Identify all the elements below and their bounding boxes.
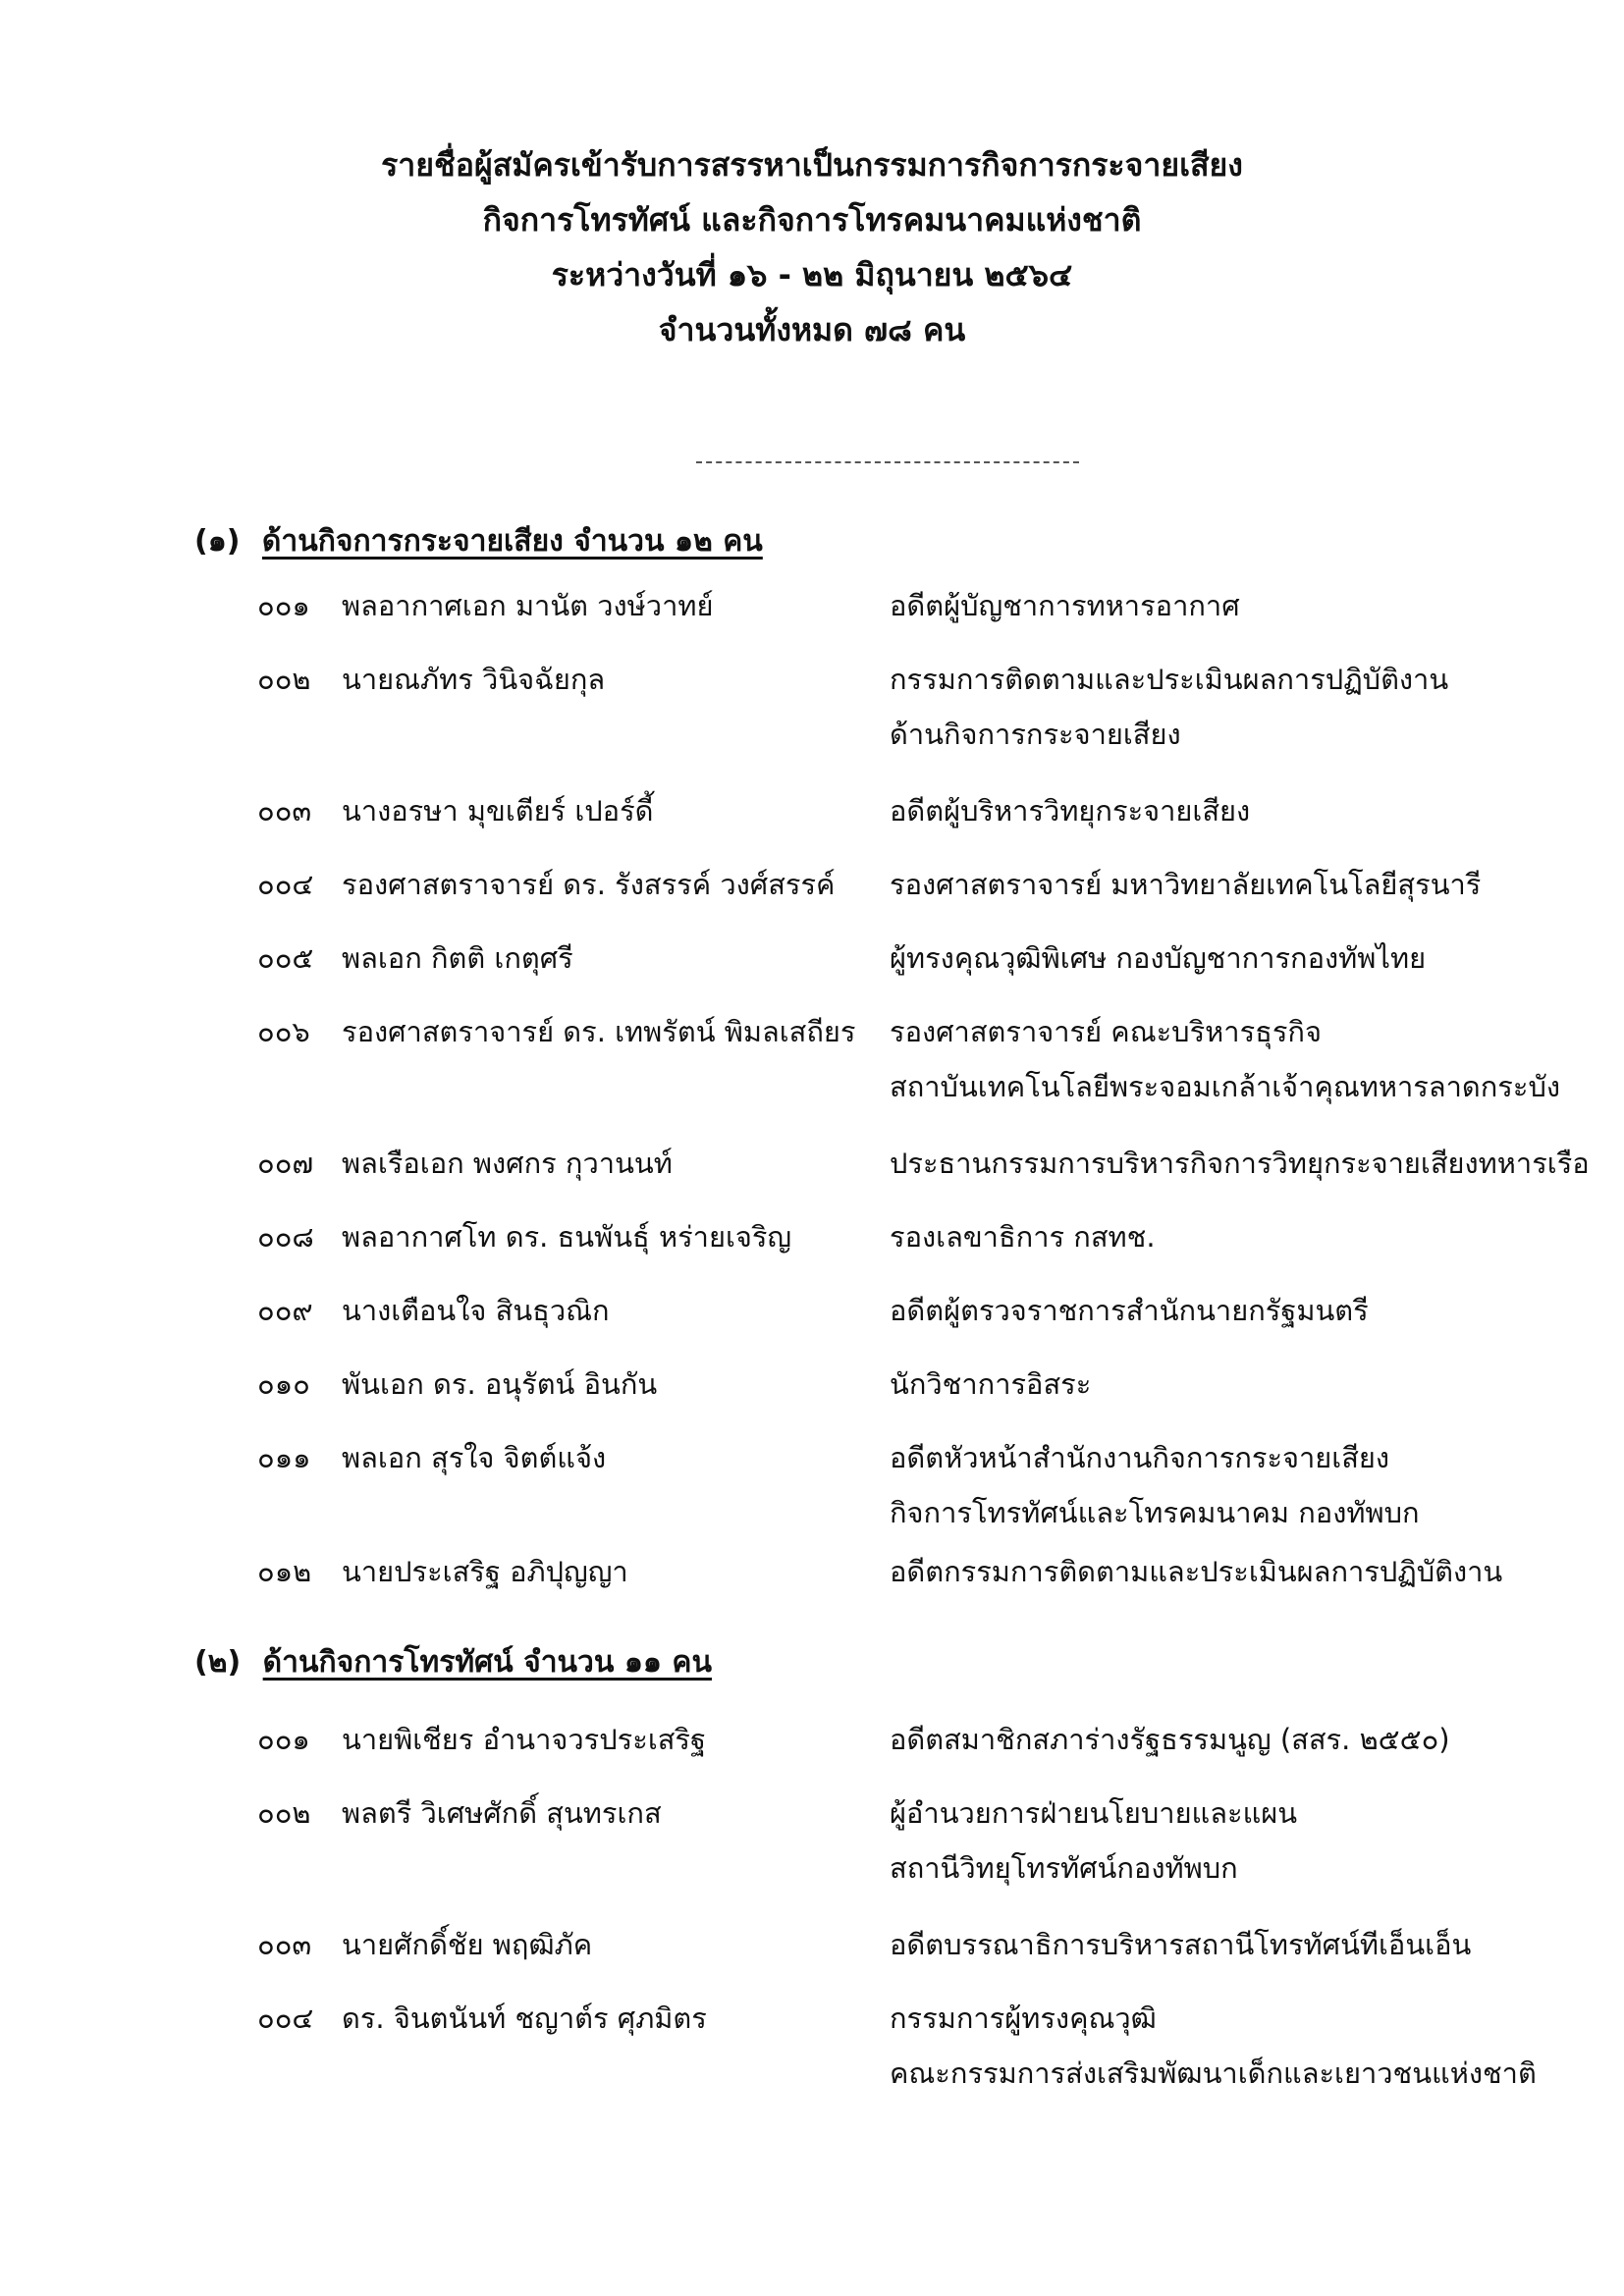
entry-number: ๐๐๘ bbox=[257, 1220, 314, 1254]
entry-position bbox=[890, 1786, 1297, 1896]
entry-name: นายณภัทร วินิจฉัยกุล bbox=[342, 663, 606, 696]
position-line: อดีตหัวหน้าสำนักงานกิจการกระจายเสียง bbox=[890, 1441, 1390, 1474]
entry-position bbox=[890, 1209, 1156, 1264]
position-line: กรรมการผู้ทรงคุณวุฒิ bbox=[890, 2002, 1157, 2035]
position-line: อดีตผู้ตรวจราชการสำนักนายกรัฐมนตรี bbox=[890, 1294, 1369, 1327]
entry-name: พันเอก ดร. อนุรัตน์ อินกัน bbox=[342, 1367, 658, 1401]
position-line: สถานีวิทยุโทรทัศน์กองทัพบก bbox=[890, 1851, 1238, 1885]
entry-position bbox=[890, 857, 1481, 912]
position-line: ประธานกรรมการบริหารกิจการวิทยุกระจายเสียงทหารเรือ bbox=[890, 1147, 1590, 1180]
position-line: กรรมการติดตามและประเมินผลการปฏิบัติงาน bbox=[890, 663, 1449, 696]
title-line-1: รายชื่อผู้สมัครเข้ารับการสรรหาเป็นกรรมการกิจการกระจายเสียง bbox=[381, 146, 1243, 184]
position-line: รองศาสตราจารย์ มหาวิทยาลัยเทคโนโลยีสุรนารี bbox=[890, 868, 1482, 901]
entry-number: ๐๑๒ bbox=[257, 1555, 312, 1588]
entry-number: ๐๐๙ bbox=[257, 1294, 313, 1327]
entry-name: พลเรือเอก พงศกร กุวานนท์ bbox=[342, 1147, 673, 1180]
position-line: ผู้อำนวยการฝ่ายนโยบายและแผน bbox=[890, 1796, 1298, 1830]
position-line: อดีตบรรณาธิการบริหารสถานีโทรทัศน์ทีเอ็นเอ็น bbox=[890, 1928, 1472, 1961]
position-line: สถาบันเทคโนโลยีพระจอมเกล้าเจ้าคุณทหารลาดกระบัง bbox=[890, 1070, 1561, 1103]
position-line: ผู้ทรงคุณวุฒิพิเศษ กองบัญชาการกองทัพไทย bbox=[890, 941, 1427, 975]
entry-number: ๐๐๕ bbox=[257, 941, 314, 975]
title-line-4: จำนวนทั้งหมด ๗๘ คน bbox=[658, 311, 966, 348]
entry-name: รองศาสตราจารย์ ดร. เทพรัตน์ พิมลเสถียร bbox=[342, 1015, 856, 1048]
entry-name: นางเตือนใจ สินธุวณิก bbox=[342, 1294, 610, 1327]
entry-number: ๐๑๑ bbox=[257, 1441, 311, 1474]
entry-number: ๐๐๑ bbox=[257, 589, 310, 622]
entry-name: รองศาสตราจารย์ ดร. รังสรรค์ วงศ์สรรค์ bbox=[342, 868, 836, 901]
section-number: (๒) bbox=[194, 1645, 242, 1680]
entry-position bbox=[890, 1712, 1450, 1767]
entry-position bbox=[890, 1430, 1420, 1540]
position-line: นักวิชาการอิสระ bbox=[890, 1367, 1092, 1401]
entry-number: ๐๐๓ bbox=[257, 1928, 312, 1961]
section-number: (๑) bbox=[194, 524, 241, 559]
entry-number: ๐๐๔ bbox=[257, 868, 314, 901]
position-line: อดีตผู้บัญชาการทหารอากาศ bbox=[890, 589, 1240, 622]
section-title: ด้านกิจการโทรทัศน์ จำนวน ๑๑ คน bbox=[262, 1645, 712, 1680]
section-heading-2 bbox=[194, 1643, 712, 1682]
entry-position bbox=[890, 578, 1240, 633]
entry-position bbox=[890, 652, 1448, 762]
document-title bbox=[0, 137, 1624, 357]
entry-number: ๐๐๒ bbox=[257, 663, 311, 696]
entry-number: ๐๐๖ bbox=[257, 1015, 310, 1048]
entry-number: ๐๐๗ bbox=[257, 1147, 314, 1180]
entry-position bbox=[890, 1544, 1502, 1599]
position-line: อดีตผู้บริหารวิทยุกระจายเสียง bbox=[890, 794, 1251, 828]
title-line-2: กิจการโทรทัศน์ และกิจการโทรคมนาคมแห่งชาติ bbox=[482, 201, 1142, 239]
entry-name: พลเอก สุรใจ จิตต์แจ้ง bbox=[342, 1441, 607, 1474]
entry-number: ๐๐๓ bbox=[257, 794, 312, 828]
position-line: รองเลขาธิการ กสทช. bbox=[890, 1220, 1156, 1254]
entry-position bbox=[890, 1357, 1091, 1412]
entry-name: พลตรี วิเศษศักดิ์ สุนทรเกส bbox=[342, 1796, 662, 1830]
entry-name: นายประเสริฐ อภิปุญญา bbox=[342, 1555, 628, 1588]
position-line: อดีตกรรมการติดตามและประเมินผลการปฏิบัติงาน bbox=[890, 1555, 1503, 1588]
position-line: ด้านกิจการกระจายเสียง bbox=[890, 718, 1181, 751]
entry-number: ๐๑๐ bbox=[257, 1367, 310, 1401]
entry-number: ๐๐๔ bbox=[257, 2002, 314, 2035]
entry-position bbox=[890, 1991, 1537, 2101]
section-title: ด้านกิจการกระจายเสียง จำนวน ๑๒ คน bbox=[261, 524, 763, 559]
entry-position bbox=[890, 1283, 1369, 1338]
section-heading-1 bbox=[194, 522, 763, 561]
entry-number: ๐๐๑ bbox=[257, 1723, 310, 1756]
entry-name: นายศักดิ์ชัย พฤฒิภัค bbox=[342, 1928, 593, 1961]
entry-position bbox=[890, 931, 1426, 986]
divider-line bbox=[696, 461, 1079, 463]
entry-position bbox=[890, 1004, 1560, 1114]
entry-position bbox=[890, 1136, 1590, 1191]
entry-number: ๐๐๒ bbox=[257, 1796, 311, 1830]
entry-name: ดร. จินตนันท์ ชญาต์ร ศุภมิตร bbox=[342, 2002, 707, 2035]
title-line-3: ระหว่างวันที่ ๑๖ - ๒๒ มิถุนายน ๒๕๖๔ bbox=[551, 256, 1073, 294]
position-line: กิจการโทรทัศน์และโทรคมนาคม กองทัพบก bbox=[890, 1496, 1420, 1529]
position-line: คณะกรรมการส่งเสริมพัฒนาเด็กและเยาวชนแห่งชาติ bbox=[890, 2056, 1537, 2090]
entry-name: นางอรษา มุขเตียร์ เปอร์ดี้ bbox=[342, 794, 654, 828]
entry-name: พลเอก กิตติ เกตุศรี bbox=[342, 941, 573, 975]
entry-name: พลอากาศเอก มานัต วงษ์วาทย์ bbox=[342, 589, 714, 622]
position-line: รองศาสตราจารย์ คณะบริหารธุรกิจ bbox=[890, 1015, 1322, 1048]
position-line: อดีตสมาชิกสภาร่างรัฐธรรมนูญ (สสร. ๒๕๕๐) bbox=[890, 1723, 1450, 1756]
entry-name: นายพิเชียร อำนาจวรประเสริฐ bbox=[342, 1723, 707, 1756]
entry-position bbox=[890, 1917, 1471, 1972]
entry-position bbox=[890, 783, 1250, 838]
entry-name: พลอากาศโท ดร. ธนพันธุ์ หร่ายเจริญ bbox=[342, 1220, 792, 1254]
